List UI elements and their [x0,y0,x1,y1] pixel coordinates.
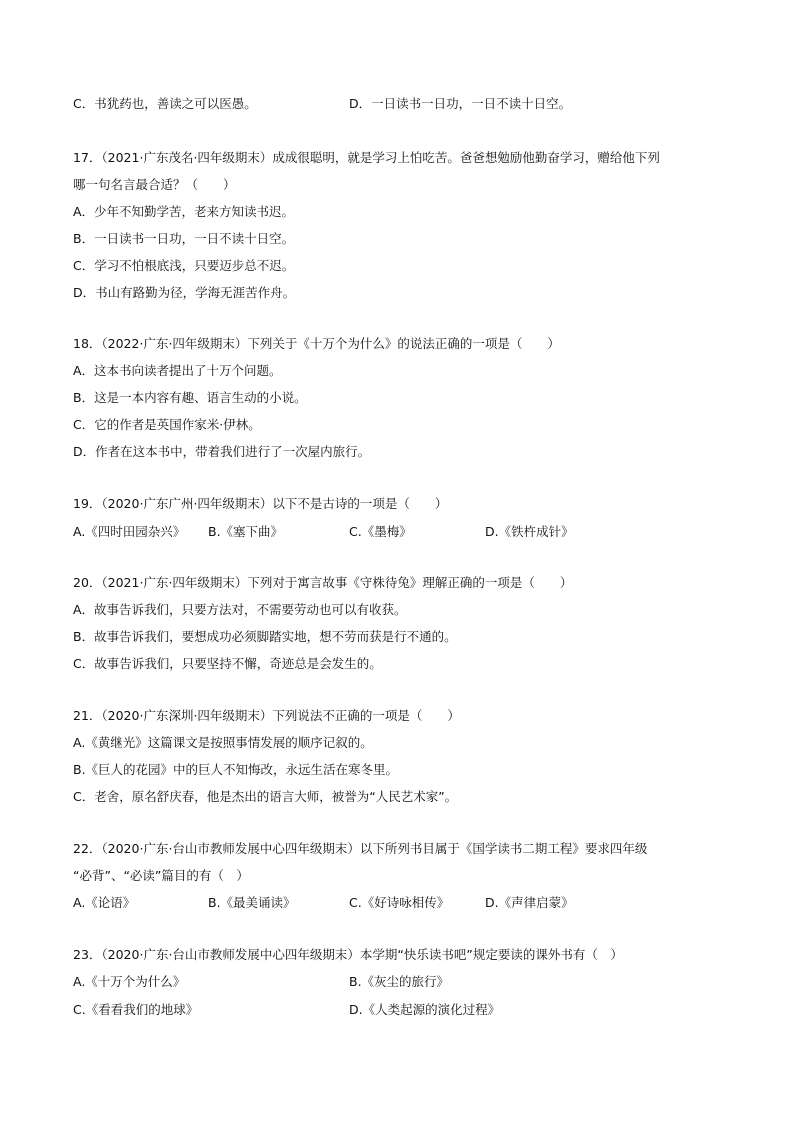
q22-option-c: C.《好诗咏相传》 [349,895,450,910]
q19-option-b: B.《塞下曲》 [208,524,284,539]
q17-option-a: A．少年不知勤学苦，老来方知读书迟。 [73,204,295,219]
q20-option-a: A．故事告诉我们，只要方法对，不需要劳动也可以有收获。 [73,602,407,617]
q22-stem-line1: 22．（2020·广东·台山市教师发展中心四年级期末）以下所列书目属于《国学读书二期工程》要求四年级 [73,841,648,856]
q18-option-c: C．它的作者是英国作家米·伊林。 [73,417,261,432]
q17-option-b: B．一日读书一日功，一日不读十日空。 [73,231,295,246]
q18-stem: 18．（2022·广东·四年级期末）下列关于《十万个为什么》的说法正确的一项是（ ） [73,336,560,351]
q21-option-a: A.《黄继光》这篇课文是按照事情发展的顺序记叙的。 [73,735,373,750]
q22-option-a: A.《论语》 [73,895,136,910]
q23-option-b: B.《灰尘的旅行》 [349,974,450,989]
q18-option-b: B．这是一本内容有趣、语言生动的小说。 [73,390,307,405]
q21-option-b: B.《巨人的花园》中的巨人不知悔改，永远生活在寒冬里。 [73,762,399,777]
q19-option-a: A.《四时田园杂兴》 [73,524,186,539]
q19-option-d: D.《铁杵成针》 [485,524,574,539]
q18-option-a: A．这本书向读者提出了十万个问题。 [73,363,282,378]
q17-option-c: C．学习不怕根底浅，只要迈步总不迟。 [73,258,295,273]
q23-option-a: A.《十万个为什么》 [73,974,186,989]
q22-option-d: D.《声律启蒙》 [485,895,574,910]
q19-stem: 19．（2020·广东广州·四年级期末）以下不是古诗的一项是（ ） [73,496,448,511]
q19-option-c: C.《墨梅》 [349,524,412,539]
q17-stem-line1: 17．（2021·广东茂名·四年级期末）成成很聪明，就是学习上怕吃苦。爸爸想勉励他勤奋学习，赠给他下列 [73,150,660,165]
q20-stem: 20．（2021·广东·四年级期末）下列对于寓言故事《守株待兔》理解正确的一项是（ ） [73,575,573,590]
q23-stem: 23．（2020·广东·台山市教师发展中心四年级期末）本学期“快乐读书吧”规定要读的课外书有（ ） [73,947,623,962]
q21-option-c: C．老舍，原名舒庆春，他是杰出的语言大师，被誉为“人民艺术家”。 [73,789,458,804]
q17-stem-line2: 哪一句名言最合适？（ ） [73,177,236,192]
option-c-top: C．书犹药也，善读之可以医愚。 [73,96,257,111]
q20-option-b: B．故事告诉我们，要想成功必须脚踏实地，想不劳而获是行不通的。 [73,629,457,644]
q23-option-d: D.《人类起源的演化过程》 [349,1002,501,1017]
q18-option-d: D．作者在这本书中，带着我们进行了一次屋内旅行。 [73,444,371,459]
q17-option-d: D．书山有路勤为径，学海无涯苦作舟。 [73,285,296,300]
q22-option-b: B.《最美诵读》 [208,895,296,910]
q22-stem-line2: “必背”、“必读”篇目的有（ ） [73,868,249,883]
q20-option-c: C．故事告诉我们，只要坚持不懈，奇迹总是会发生的。 [73,656,382,671]
q23-option-c: C.《看看我们的地球》 [73,1002,199,1017]
option-d-top: D．一日读书一日功，一日不读十日空。 [349,96,572,111]
q21-stem: 21．（2020·广东深圳·四年级期末）下列说法不正确的一项是（ ） [73,708,460,723]
